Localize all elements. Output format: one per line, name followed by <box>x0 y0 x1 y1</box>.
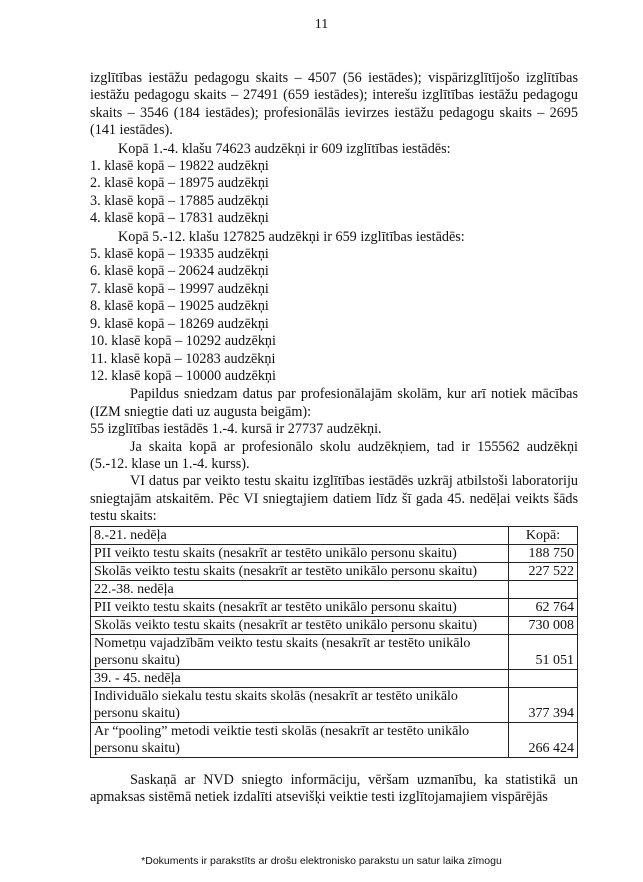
list-item: 2. klasē kopā – 18975 audzēkņi <box>90 175 269 192</box>
table-row <box>91 598 578 616</box>
row-value: 266 424 <box>509 722 578 757</box>
table-row <box>91 544 578 562</box>
row-value: 62 764 <box>509 598 578 616</box>
table-row <box>91 580 578 598</box>
list-item: 11. klasē kopā – 10283 audzēkņi <box>90 350 276 367</box>
tests-table <box>90 526 578 758</box>
row-value <box>509 669 578 687</box>
row-value: 377 394 <box>509 687 578 722</box>
list-item: 7. klasē kopā – 19997 audzēkņi <box>90 280 269 297</box>
row-label: Ar “pooling” metodi veiktie testi skolās (nesakrīt ar testēto unikālo personu skaitu) <box>91 722 509 757</box>
total-5-12-heading: Kopā 5.-12. klašu 127825 audzēkņi ir 659 izglītības iestādēs: <box>118 228 465 245</box>
table-row <box>91 526 578 544</box>
row-label: Skolās veikto testu skaits (nesakrīt ar testēto unikālo personu skaitu) <box>91 562 509 580</box>
classes-1-4-list <box>90 158 578 228</box>
vocational-paragraph: Papildus sniedzam datus par profesionālajām skolām, kur arī notiek mācības (IZM sniegtie dati uz augusta beigām): <box>90 386 578 420</box>
list-item: 10. klasē kopā – 10292 audzēkņi <box>90 333 276 350</box>
page-number: 11 <box>314 17 329 32</box>
list-item: 8. klasē kopā – 19025 audzēkņi <box>90 298 269 315</box>
total-1-4-heading: Kopā 1.-4. klašu 74623 audzēkņi ir 609 izglītības iestādēs: <box>118 140 451 157</box>
table-row <box>91 687 578 722</box>
table-row <box>91 634 578 669</box>
row-value: 730 008 <box>509 616 578 634</box>
list-item: 9. klasē kopā – 18269 audzēkņi <box>90 315 269 332</box>
total-with-vocational: Ja skaita kopā ar profesionālo skolu audzēkņiem, tad ir 155562 audzēkņi (5.-12. klase un 1.-4. kurss). <box>90 438 578 472</box>
footnote: *Dokuments ir parakstīts ar drošu elektronisko parakstu un satur laika zīmogu <box>141 855 502 867</box>
row-label: 8.-21. nedēļa <box>91 526 509 544</box>
document-body <box>90 70 578 806</box>
row-label: PII veikto testu skaits (nesakrīt ar testēto unikālo personu skaitu) <box>91 544 509 562</box>
row-label: Skolās veikto testu skaits (nesakrīt ar testēto unikālo personu skaitu) <box>91 616 509 634</box>
row-value: 51 051 <box>509 634 578 669</box>
list-item: 6. klasē kopā – 20624 audzēkņi <box>90 263 269 280</box>
list-item: 5. klasē kopā – 19335 audzēkņi <box>90 246 269 263</box>
intro-paragraph: izglītības iestāžu pedagogu skaits – 4507 (56 iestādes); vispārizglītījošo izglītības iestāžu pedagogu skaits – 27491 (659 iestādes); interešu izglītības iestāžu pedagogu skaits – 3546 (184 iestādes); profesionālās ievirzes iestāžu pedagogu skaits – 2695 (141 iestādes). <box>90 70 578 139</box>
row-label: Individuālo siekalu testu skaits skolās (nesakrīt ar testēto unikālo personu skaitu) <box>91 687 509 722</box>
table-row <box>91 562 578 580</box>
row-value: Kopā: <box>509 526 578 544</box>
nvd-paragraph: Saskaņā ar NVD sniegto informāciju, vēršam uzmanību, ka statistikā un apmaksas sistēmā netiek izdalīti atsevišķi veiktie testi izglītojamajiem vispārējās <box>90 771 578 805</box>
row-value: 227 522 <box>509 562 578 580</box>
vocational-line: 55 izglītības iestādēs 1.-4. kursā ir 27737 audzēkņi. <box>90 421 382 438</box>
row-label: 39. - 45. nedēļa <box>91 669 509 687</box>
classes-5-12-list <box>90 246 578 385</box>
table-row <box>91 669 578 687</box>
row-label: Nometņu vajadzībām veikto testu skaits (nesakrīt ar testēto unikālo personu skaitu) <box>91 634 509 669</box>
row-label: 22.-38. nedēļa <box>91 580 509 598</box>
list-item: 4. klasē kopā – 17831 audzēkņi <box>90 210 269 227</box>
row-label: PII veikto testu skaits (nesakrīt ar testēto unikālo personu skaitu) <box>91 598 509 616</box>
vi-paragraph: VI datus par veikto testu skaitu izglītības iestādēs uzkrāj atbilstoši laboratoriju sniegtajām atskaitēm. Pēc VI sniegtajiem datiem līdz šī gada 45. nedēļai veikts šāds testu skaits: <box>90 473 578 525</box>
list-item: 3. klasē kopā – 17885 audzēkņi <box>90 192 269 209</box>
list-item: 1. klasē kopā – 19822 audzēkņi <box>90 158 269 175</box>
row-value: 188 750 <box>509 544 578 562</box>
table-row <box>91 616 578 634</box>
list-item: 12. klasē kopā – 10000 audzēkņi <box>90 367 276 384</box>
table-row <box>91 722 578 757</box>
row-value <box>509 580 578 598</box>
